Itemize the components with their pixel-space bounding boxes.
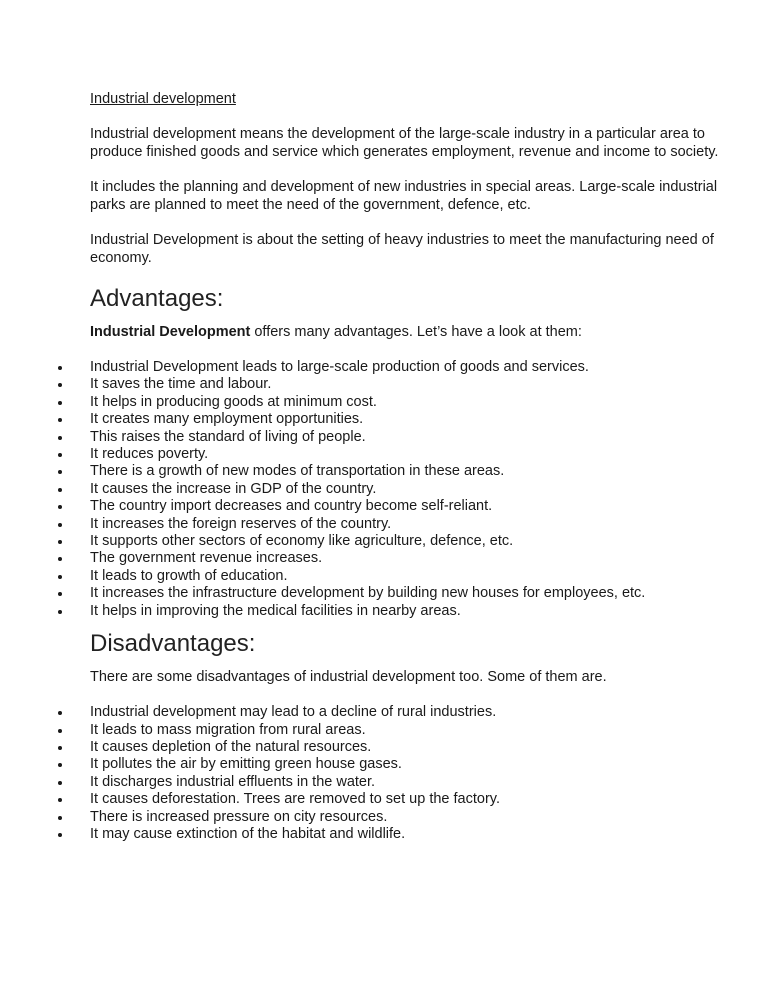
list-item-text: It helps in producing goods at minimum cost. xyxy=(90,393,377,410)
bullet-icon xyxy=(58,436,62,440)
advantages-heading: Advantages: xyxy=(90,285,224,312)
list-item-text: This raises the standard of living of people. xyxy=(90,428,366,445)
list-item xyxy=(90,481,730,498)
list-item-text: It increases the foreign reserves of the country. xyxy=(90,515,392,532)
bullet-icon xyxy=(58,798,62,802)
paragraph-definition: Industrial development means the development of the large-scale industry in a particular area to produce finished goods and service which generates employment, revenue and income to society. xyxy=(90,126,719,160)
list-item-text: It pollutes the air by emitting green house gases. xyxy=(90,756,402,773)
bullet-icon xyxy=(58,557,62,561)
list-item-text: It saves the time and labour. xyxy=(90,376,272,393)
bullet-icon xyxy=(58,610,62,614)
list-item xyxy=(90,359,730,376)
list-item-text: It creates many employment opportunities. xyxy=(90,411,364,428)
list-item-text: It causes the increase in GDP of the country. xyxy=(90,480,377,497)
advantages-intro xyxy=(90,323,730,341)
list-item xyxy=(90,550,730,567)
bullet-icon xyxy=(58,763,62,767)
list-item xyxy=(90,394,730,411)
list-item xyxy=(90,533,730,550)
document-content xyxy=(90,90,730,853)
list-item xyxy=(90,498,730,515)
paragraph-planning: It includes the planning and development of new industries in special areas. Large-scale industrial parks are planned to meet the need of the government, defence, etc. xyxy=(90,179,718,213)
list-item-text: It increases the infrastructure development by building new houses for employees, etc. xyxy=(90,585,646,602)
bullet-icon xyxy=(58,729,62,733)
disadvantages-intro: There are some disadvantages of industrial development too. Some of them are. xyxy=(90,669,607,686)
list-item-text: It reduces poverty. xyxy=(90,446,209,463)
paragraph-heavy-industries: Industrial Development is about the setting of heavy industries to meet the manufacturing need of economy. xyxy=(90,232,714,266)
list-item-text: It discharges industrial effluents in the water. xyxy=(90,773,376,790)
list-item-text: There is increased pressure on city resources. xyxy=(90,808,388,825)
list-item-text: It causes deforestation. Trees are removed to set up the factory. xyxy=(90,791,500,808)
list-item xyxy=(90,429,730,446)
list-item-text: It leads to growth of education. xyxy=(90,567,288,584)
bullet-icon xyxy=(58,383,62,387)
list-item-text: The country import decreases and country become self-reliant. xyxy=(90,498,493,515)
list-item-text: Industrial development may lead to a decline of rural industries. xyxy=(90,704,497,721)
bullet-icon xyxy=(58,470,62,474)
list-item-text: There is a growth of new modes of transportation in these areas. xyxy=(90,463,505,480)
list-item xyxy=(90,704,730,721)
list-item xyxy=(90,756,730,773)
advantages-list xyxy=(90,359,730,620)
bullet-icon xyxy=(58,366,62,370)
bullet-icon xyxy=(58,401,62,405)
bullet-icon xyxy=(58,592,62,596)
list-item xyxy=(90,568,730,585)
list-item xyxy=(90,516,730,533)
disadvantages-heading: Disadvantages: xyxy=(90,630,256,658)
list-item xyxy=(90,791,730,808)
bullet-icon xyxy=(58,711,62,715)
bullet-icon xyxy=(58,505,62,509)
list-item xyxy=(90,739,730,756)
list-item xyxy=(90,463,730,480)
disadvantages-list xyxy=(90,704,730,843)
bullet-icon xyxy=(58,746,62,750)
bullet-icon xyxy=(58,540,62,544)
advantages-intro-text: offers many advantages. Let’s have a look at them: xyxy=(250,324,582,340)
advantages-intro-bold: Industrial Development xyxy=(90,324,251,340)
list-item-text: It may cause extinction of the habitat and wildlife. xyxy=(90,825,406,842)
list-item xyxy=(90,826,730,843)
list-item xyxy=(90,411,730,428)
bullet-icon xyxy=(58,418,62,422)
bullet-icon xyxy=(58,575,62,579)
list-item xyxy=(90,585,730,602)
list-item xyxy=(90,446,730,463)
list-item-text: It helps in improving the medical facilities in nearby areas. xyxy=(90,602,461,619)
bullet-icon xyxy=(58,453,62,457)
list-item xyxy=(90,722,730,739)
document-title: Industrial development xyxy=(90,91,236,107)
list-item-text: It supports other sectors of economy like agriculture, defence, etc. xyxy=(90,533,514,550)
list-item-text: It leads to mass migration from rural areas. xyxy=(90,721,366,738)
bullet-icon xyxy=(58,816,62,820)
bullet-icon xyxy=(58,833,62,837)
list-item xyxy=(90,603,730,620)
list-item-text: The government revenue increases. xyxy=(90,550,323,567)
bullet-icon xyxy=(58,488,62,492)
bullet-icon xyxy=(58,523,62,527)
list-item xyxy=(90,809,730,826)
list-item xyxy=(90,774,730,791)
bullet-icon xyxy=(58,781,62,785)
list-item-text: Industrial Development leads to large-scale production of goods and services. xyxy=(90,359,589,375)
list-item xyxy=(90,376,730,393)
list-item-text: It causes depletion of the natural resources. xyxy=(90,738,372,755)
